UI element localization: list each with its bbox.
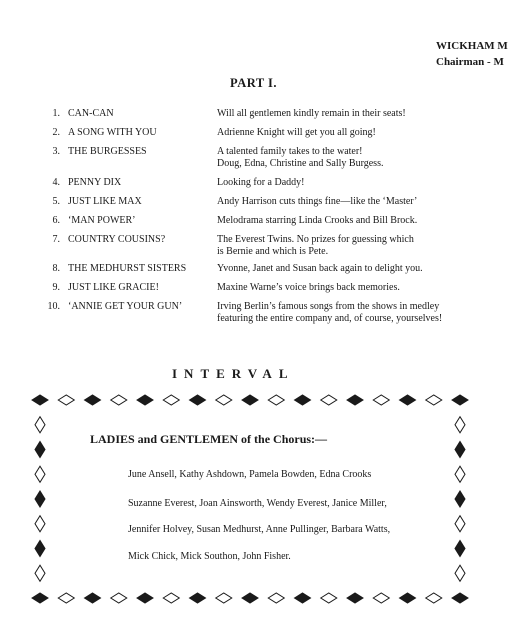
border-diamond bbox=[400, 395, 416, 405]
border-diamond bbox=[455, 466, 465, 482]
item-title: PENNY DIX bbox=[68, 177, 122, 188]
item-number: 2. bbox=[52, 127, 60, 138]
description-line: Yvonne, Janet and Susan back again to delight you. bbox=[217, 263, 423, 274]
chorus-heading: LADIES and GENTLEMEN of the Chorus:— bbox=[90, 432, 328, 446]
border-diamond bbox=[242, 593, 258, 603]
item-title: THE BURGESSES bbox=[68, 146, 147, 157]
chorus-names-line: June Ansell, Kathy Ashdown, Pamela Bowden, Edna Crooks bbox=[128, 469, 372, 480]
item-description bbox=[217, 215, 492, 227]
item-description bbox=[217, 301, 492, 325]
border-diamond bbox=[190, 593, 206, 603]
interval-heading: INTERVAL bbox=[172, 366, 295, 381]
border-diamond bbox=[321, 395, 337, 405]
description-line: Andy Harrison cuts things fine—like the ‘Master’ bbox=[217, 196, 418, 207]
programme-item bbox=[0, 263, 500, 282]
border-diamond bbox=[85, 395, 101, 405]
border-diamond bbox=[347, 593, 363, 603]
item-title: COUNTRY COUSINS? bbox=[68, 234, 166, 245]
border-diamond bbox=[455, 565, 465, 581]
item-number: 10. bbox=[47, 301, 60, 312]
chorus-names-line: Jennifer Holvey, Susan Medhurst, Anne Pullinger, Barbara Watts, bbox=[128, 524, 391, 535]
item-title: ‘MAN POWER’ bbox=[68, 215, 136, 226]
border-diamond bbox=[216, 593, 232, 603]
item-description bbox=[217, 263, 492, 275]
border-diamond bbox=[35, 417, 45, 433]
programme-item bbox=[0, 177, 500, 196]
item-number: 4. bbox=[52, 177, 60, 188]
part-title: PART I. bbox=[230, 76, 278, 90]
description-line: Doug, Edna, Christine and Sally Burgess. bbox=[217, 158, 384, 169]
border-diamond bbox=[295, 395, 311, 405]
border-diamond bbox=[347, 395, 363, 405]
border-diamond bbox=[163, 395, 179, 405]
border-diamond bbox=[35, 491, 45, 507]
border-diamond bbox=[268, 395, 284, 405]
item-number: 6. bbox=[52, 215, 60, 226]
item-number: 9. bbox=[52, 282, 60, 293]
description-line: A talented family takes to the water! bbox=[217, 146, 363, 157]
item-title: THE MEDHURST SISTERS bbox=[68, 263, 187, 274]
item-number: 1. bbox=[52, 108, 60, 119]
description-line: Maxine Warne’s voice brings back memories. bbox=[217, 282, 400, 293]
border-diamond bbox=[32, 593, 48, 603]
programme-item bbox=[0, 215, 500, 234]
border-diamond bbox=[242, 395, 258, 405]
border-diamond bbox=[32, 395, 48, 405]
item-description bbox=[217, 234, 492, 258]
border-diamond bbox=[35, 541, 45, 557]
programme-item bbox=[0, 127, 500, 146]
border-diamond bbox=[268, 593, 284, 603]
border-diamond bbox=[85, 593, 101, 603]
item-number: 3. bbox=[52, 146, 60, 157]
border-diamond bbox=[35, 516, 45, 532]
programme-item bbox=[0, 301, 500, 324]
item-description bbox=[217, 282, 492, 294]
item-description bbox=[217, 127, 492, 139]
border-diamond bbox=[452, 395, 468, 405]
item-title: A SONG WITH YOU bbox=[68, 127, 157, 138]
border-diamond bbox=[111, 593, 127, 603]
programme-item bbox=[0, 234, 500, 263]
border-diamond bbox=[455, 516, 465, 532]
description-line: featuring the entire company and, of course, yourselves! bbox=[217, 313, 443, 324]
border-diamond bbox=[455, 541, 465, 557]
item-description bbox=[217, 146, 492, 170]
programme-item bbox=[0, 108, 500, 127]
item-title: JUST LIKE MAX bbox=[68, 196, 142, 207]
border-diamond bbox=[190, 395, 206, 405]
programme-item bbox=[0, 282, 500, 301]
item-description bbox=[217, 108, 492, 120]
border-diamond bbox=[35, 442, 45, 458]
border-diamond bbox=[137, 395, 153, 405]
chorus-names-line: Suzanne Everest, Joan Ainsworth, Wendy Everest, Janice Miller, bbox=[128, 498, 387, 509]
description-line: Looking for a Daddy! bbox=[217, 177, 305, 188]
border-diamond bbox=[111, 395, 127, 405]
border-diamond bbox=[455, 417, 465, 433]
description-line: Irving Berlin’s famous songs from the shows in medley bbox=[217, 301, 440, 312]
border-diamond bbox=[163, 593, 179, 603]
border-diamond bbox=[455, 442, 465, 458]
border-diamond bbox=[426, 395, 442, 405]
item-description bbox=[217, 177, 492, 189]
description-line: Will all gentlemen kindly remain in their seats! bbox=[217, 108, 406, 119]
description-line: Adrienne Knight will get you all going! bbox=[217, 127, 376, 138]
border-diamond bbox=[452, 593, 468, 603]
item-number: 7. bbox=[52, 234, 60, 245]
programme-item bbox=[0, 146, 500, 177]
item-number: 5. bbox=[52, 196, 60, 207]
border-diamond bbox=[35, 466, 45, 482]
border-diamond bbox=[137, 593, 153, 603]
item-title: JUST LIKE GRACIE! bbox=[68, 282, 159, 293]
programme-list bbox=[0, 108, 500, 324]
programme-item bbox=[0, 196, 500, 215]
border-diamond bbox=[295, 593, 311, 603]
border-diamond bbox=[35, 565, 45, 581]
border-diamond bbox=[455, 491, 465, 507]
border-diamond bbox=[216, 395, 232, 405]
description-line: Melodrama starring Linda Crooks and Bill Brock. bbox=[217, 215, 418, 226]
border-diamond bbox=[321, 593, 337, 603]
description-line: The Everest Twins. No prizes for guessing which bbox=[217, 234, 414, 245]
item-title: ‘ANNIE GET YOUR GUN’ bbox=[68, 301, 183, 312]
chorus-names-line: Mick Chick, Mick Southon, John Fisher. bbox=[128, 551, 291, 562]
chairman-label: Chairman - M bbox=[436, 56, 504, 68]
item-number: 8. bbox=[52, 263, 60, 274]
border-diamond bbox=[373, 395, 389, 405]
item-description bbox=[217, 196, 492, 208]
border-diamond bbox=[400, 593, 416, 603]
border-diamond bbox=[426, 593, 442, 603]
description-line: is Bernie and which is Pete. bbox=[217, 246, 329, 257]
border-diamond bbox=[58, 395, 74, 405]
organization-name: WICKHAM M bbox=[436, 40, 508, 52]
border-diamond bbox=[373, 593, 389, 603]
item-title: CAN-CAN bbox=[68, 108, 114, 119]
border-diamond bbox=[58, 593, 74, 603]
